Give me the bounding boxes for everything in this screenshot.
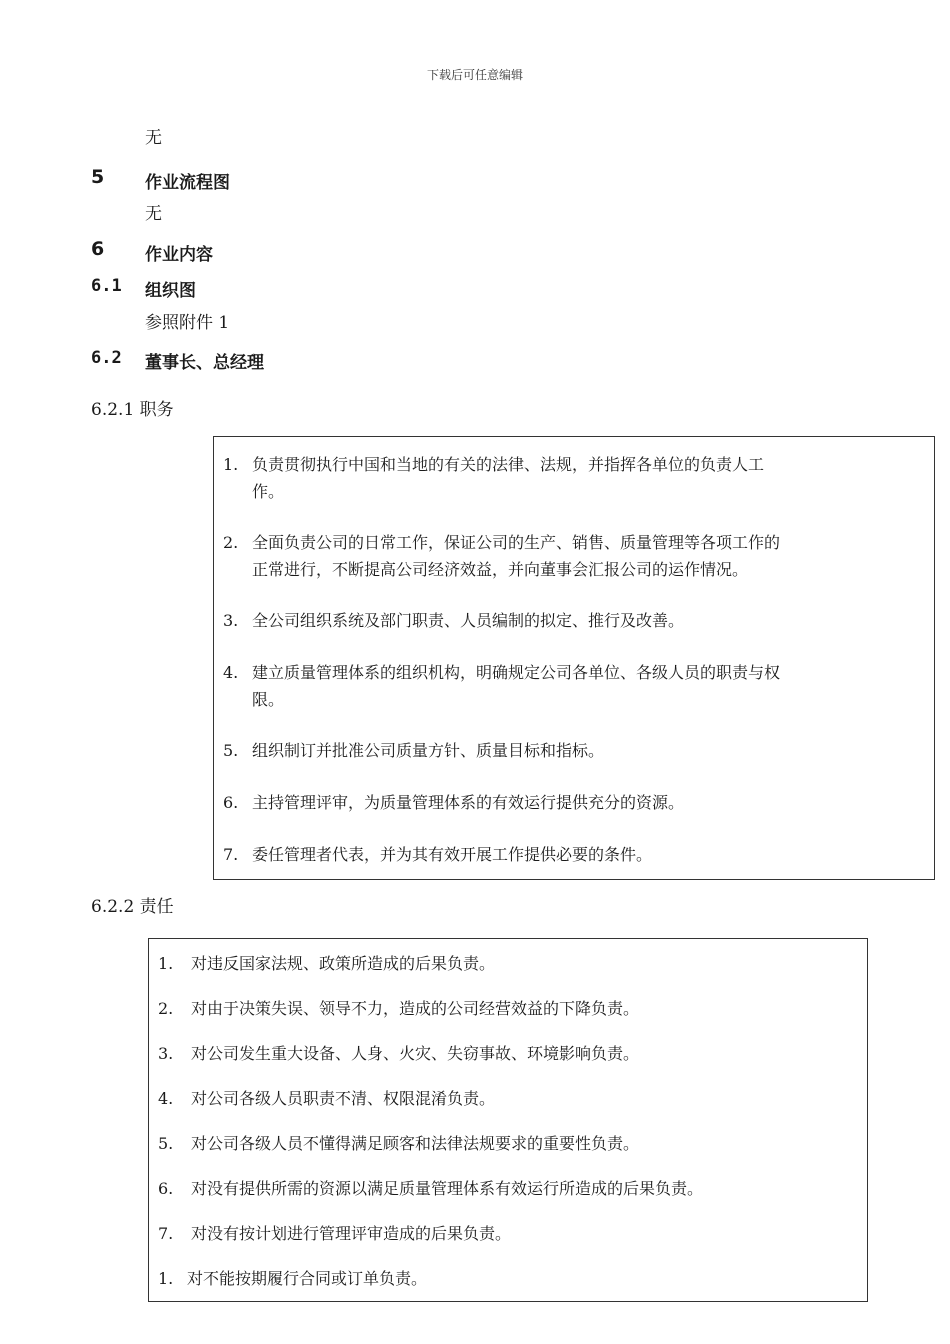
duty-item <box>223 607 923 634</box>
responsibility-text: 对公司各级人员职责不清、权限混淆负责。 <box>191 1089 496 1108</box>
section-6-2-number: 6.2 <box>91 348 122 368</box>
duty-item <box>223 659 923 713</box>
pre-section-text: 无 <box>145 128 162 148</box>
responsibility-number: 1. <box>158 954 174 973</box>
responsibility-text: 对由于决策失误、领导不力，造成的公司经营效益的下降负责。 <box>191 999 640 1018</box>
duty-item <box>223 451 923 505</box>
section-6-2-2-label: 6.2.2 责任 <box>91 897 174 917</box>
responsibility-text: 对公司各级人员不懂得满足顾客和法律法规要求的重要性负责。 <box>191 1134 640 1153</box>
section-5-body: 无 <box>145 204 162 224</box>
responsibility-number: 1. <box>158 1269 174 1288</box>
responsibility-item <box>158 1220 858 1247</box>
duty-text-line: 组织制订并批准公司质量方针、质量目标和指标。 <box>252 741 605 760</box>
duty-item <box>223 789 923 816</box>
responsibility-number: 3. <box>158 1044 174 1063</box>
section-5-number: 5 <box>91 166 105 188</box>
duty-text-line: 委任管理者代表，并为其有效开展工作提供必要的条件。 <box>252 845 653 864</box>
duty-number: 3. <box>223 611 239 630</box>
duty-number: 1. <box>223 455 239 474</box>
duty-text-line: 正常进行，不断提高公司经济效益，并向董事会汇报公司的运作情况。 <box>252 560 749 579</box>
responsibility-number: 2. <box>158 999 174 1018</box>
responsibility-text: 对公司发生重大设备、人身、火灾、失窃事故、环境影响负责。 <box>191 1044 640 1063</box>
duty-text-line: 主持管理评审，为质量管理体系的有效运行提供充分的资源。 <box>252 793 685 812</box>
section-6-number: 6 <box>91 238 105 260</box>
duty-text-line: 全面负责公司的日常工作，保证公司的生产、销售、质量管理等各项工作的 <box>252 533 781 552</box>
responsibility-number: 6. <box>158 1179 174 1198</box>
duty-text-line: 建立质量管理体系的组织机构，明确规定公司各单位、各级人员的职责与权 <box>252 663 781 682</box>
duty-number: 4. <box>223 663 239 682</box>
responsibility-item <box>158 1040 858 1067</box>
duties-box <box>213 436 935 880</box>
duty-item <box>223 529 923 583</box>
responsibility-text: 对违反国家法规、政策所造成的后果负责。 <box>191 954 496 973</box>
section-6-title: 作业内容 <box>145 245 213 265</box>
duty-item <box>223 841 923 868</box>
duty-item <box>223 737 923 764</box>
responsibility-item <box>158 1085 858 1112</box>
responsibilities-box <box>148 938 868 1302</box>
section-6-1-number: 6.1 <box>91 276 122 296</box>
duty-number: 5. <box>223 741 239 760</box>
section-6-2-title: 董事长、总经理 <box>145 353 264 373</box>
responsibility-item <box>158 1130 858 1157</box>
section-6-1-title: 组织图 <box>145 281 196 301</box>
responsibility-number: 7. <box>158 1224 174 1243</box>
section-6-1-body: 参照附件 1 <box>145 313 230 333</box>
responsibility-text: 对不能按期履行合同或订单负责。 <box>187 1269 428 1288</box>
responsibility-item <box>158 995 858 1022</box>
section-6-2-1-label: 6.2.1 职务 <box>91 400 174 420</box>
duty-text-line: 负责贯彻执行中国和当地的有关的法律、法规，并指挥各单位的负责人工 <box>252 455 765 474</box>
responsibility-item <box>158 1265 858 1292</box>
responsibility-number: 5. <box>158 1134 174 1153</box>
responsibility-item <box>158 950 858 977</box>
duty-number: 6. <box>223 793 239 812</box>
duty-number: 7. <box>223 845 239 864</box>
section-5-title: 作业流程图 <box>145 173 230 193</box>
header-note: 下载后可任意编辑 <box>426 68 523 82</box>
duty-text-line: 全公司组织系统及部门职责、人员编制的拟定、推行及改善。 <box>252 611 685 630</box>
responsibility-item <box>158 1175 858 1202</box>
responsibility-text: 对没有提供所需的资源以满足质量管理体系有效运行所造成的后果负责。 <box>191 1179 704 1198</box>
responsibility-number: 4. <box>158 1089 174 1108</box>
duty-number: 2. <box>223 533 239 552</box>
responsibility-text: 对没有按计划进行管理评审造成的后果负责。 <box>191 1224 512 1243</box>
duty-text-line: 作。 <box>252 482 285 501</box>
duty-text-line: 限。 <box>252 690 285 709</box>
